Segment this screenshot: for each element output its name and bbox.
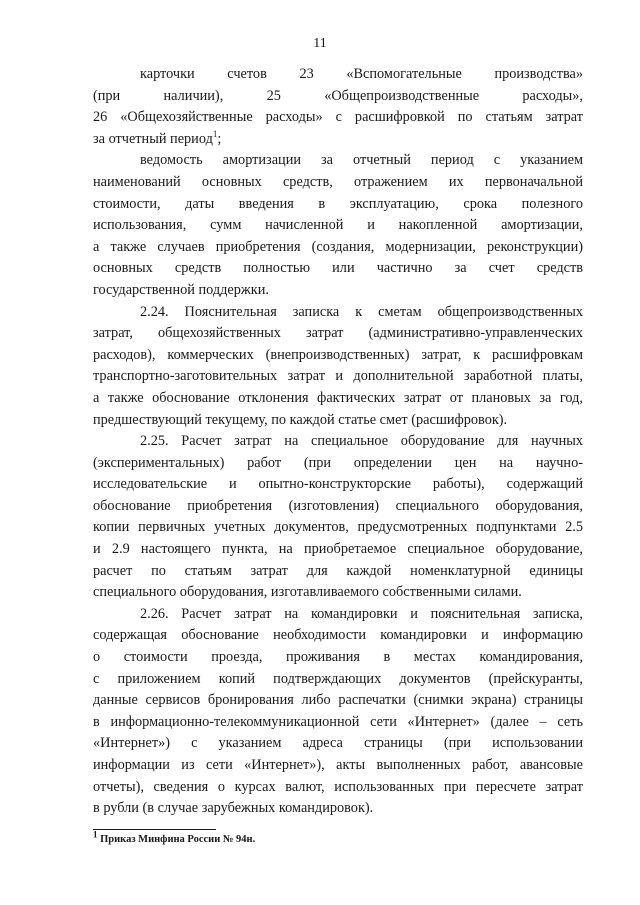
text-line: 2.25. Расчет затрат на специальное оборудование для научных xyxy=(140,433,583,450)
paragraph-2-26 xyxy=(93,604,583,820)
text-line: 2.24. Пояснительная записка к сметам общепроизводственных xyxy=(140,303,583,320)
page-number: 11 xyxy=(313,36,327,51)
text-line: данные сервисов бронирования либо распечатки (снимки экрана) страницы xyxy=(93,692,583,709)
text-line: 26 «Общехозяйственные расходы» с расшифровкой по статьям затрат xyxy=(93,109,583,126)
text-line: информации из сети «Интернет»), акты выполненных работ, авансовые xyxy=(93,757,583,773)
paragraph-2-25 xyxy=(93,431,583,604)
paragraph-accounts xyxy=(93,64,583,150)
text-segment: за отчетный период xyxy=(93,130,213,147)
text-line: государственной поддержки. xyxy=(93,281,269,298)
text-line: в рубли (в случае зарубежных командировок). xyxy=(93,800,374,817)
paragraph-2-24 xyxy=(93,302,583,432)
text-line: основных средств полностью или частично за счет средств xyxy=(93,260,583,277)
text-line: ведомость амортизации за отчетный период с указанием xyxy=(140,152,583,169)
text-line: транспортно-заготовительных затрат и дополнительной заработной платы, xyxy=(93,368,583,385)
text-line: предшествующий текущему, по каждой статье смет (расшифровок). xyxy=(93,411,508,428)
text-line: отчеты), сведения о курсах валют, использованных при пересчете затрат xyxy=(93,778,583,795)
text-line: о стоимости проезда, проживания в местах командирования, xyxy=(93,649,583,666)
document-body xyxy=(93,64,583,820)
text-line xyxy=(93,129,583,151)
text-line: использования, сумм начисленной и накопленной амортизации, xyxy=(93,217,583,234)
text-line: расходов), коммерческих (внепроизводственных) затрат, к расшифровкам xyxy=(93,346,583,363)
text-segment: ; xyxy=(217,130,222,147)
text-line: наименований основных средств, отражением их первоначальной xyxy=(93,173,583,190)
text-line: (экспериментальных) работ (при определении цен на научно- xyxy=(93,454,583,471)
text-line: в информационно-телекоммуникационной сети «Интернет» (далее – сеть xyxy=(93,713,583,730)
text-line: копии первичных учетных документов, предусмотренных подпунктами 2.5 xyxy=(93,519,583,536)
footnote xyxy=(93,829,256,845)
text-line: (при наличии), 25 «Общепроизводственные расходы», xyxy=(93,87,583,104)
footnote-ref: 1 xyxy=(212,129,218,140)
text-line: 2.26. Расчет затрат на командировки и пояснительная записка, xyxy=(140,605,583,622)
text-line: «Интернет») с указанием адреса страницы (при использовании xyxy=(93,735,583,752)
text-line: обоснование приобретения (изготовления) специального оборудования, xyxy=(93,497,583,514)
text-line: специального оборудования, изготавливаемого собственными силами. xyxy=(93,584,522,601)
text-line: расчет по статьям затрат для каждой номенклатурной единицы xyxy=(93,562,583,579)
text-line: исследовательские и опытно-конструкторские работы), содержащий xyxy=(93,476,583,493)
text-line: с приложением копий подтверждающих документов (прейскуранты, xyxy=(93,670,583,687)
text-line: содержащая обоснование необходимости командировки и информацию xyxy=(93,627,583,644)
text-line: и 2.9 настоящего пункта, на приобретаемое специальное оборудование, xyxy=(93,541,583,558)
text-line: а также обоснование отклонения фактических затрат от плановых за год, xyxy=(93,389,583,406)
paragraph-depreciation xyxy=(93,150,583,301)
text-line: затрат, общехозяйственных затрат (административно-управленческих xyxy=(93,325,583,342)
text-line: а также случаев приобретения (создания, модернизации, реконструкции) xyxy=(93,238,583,255)
footnote-marker: 1 xyxy=(93,829,98,840)
footnote-divider xyxy=(93,829,216,830)
text-line: стоимости, даты введения в эксплуатацию, срока полезного xyxy=(93,195,583,212)
footnote-text: Приказ Минфина России № 94н. xyxy=(100,834,256,845)
text-line: карточки счетов 23 «Вспомогательные производства» xyxy=(140,66,583,82)
